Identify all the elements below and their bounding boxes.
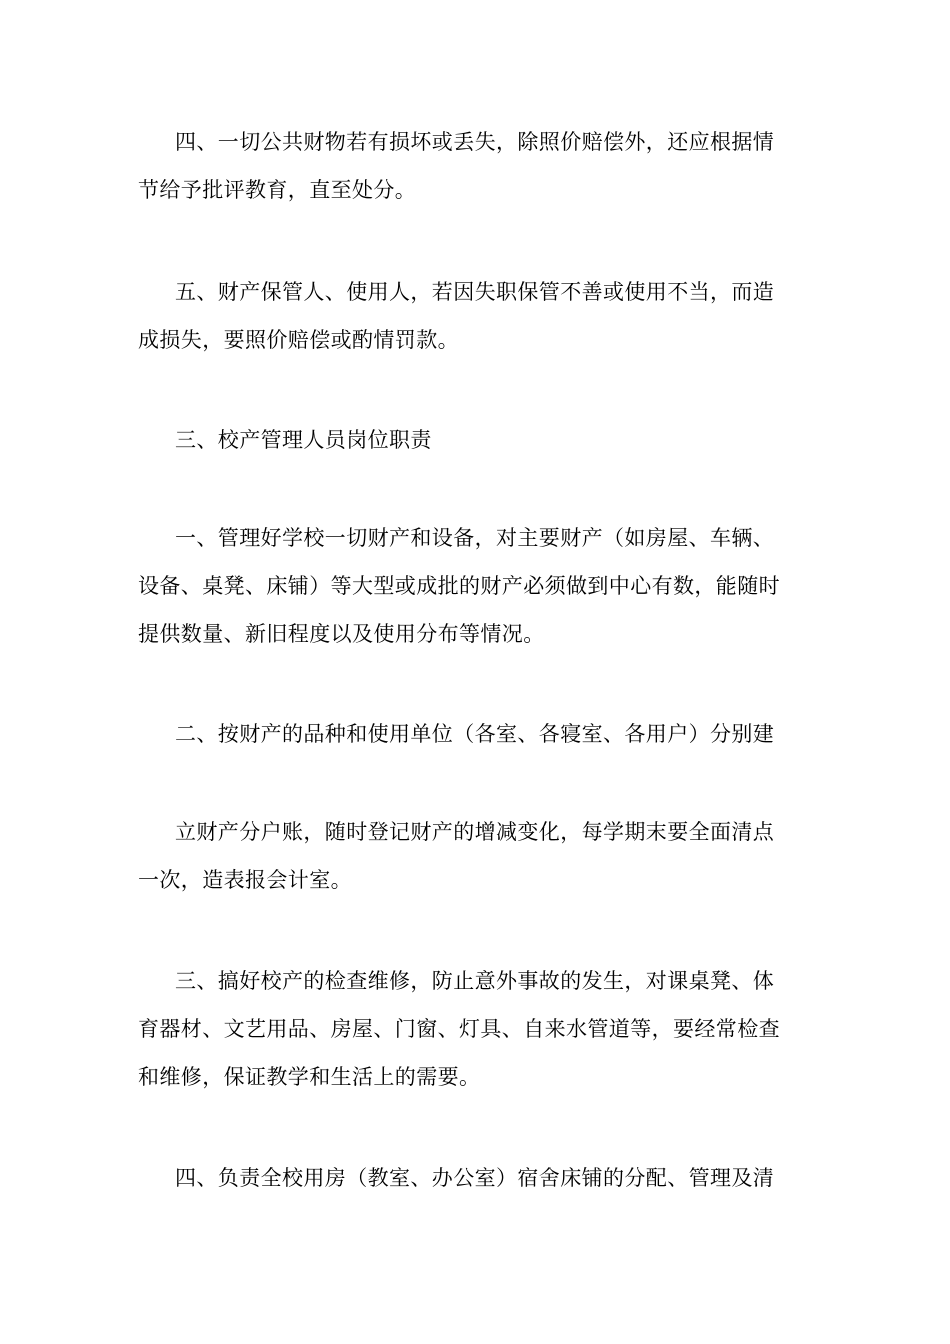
paragraph-line: 育器材、文艺用品、房屋、门窗、灯具、自来水管道等，要经常检查 [138, 1017, 780, 1041]
section-heading-line: 三、校产管理人员岗位职责 [175, 428, 432, 452]
paragraph-line: 提供数量、新旧程度以及使用分布等情况。 [138, 622, 545, 646]
paragraph-line: 一、管理好学校一切财产和设备，对主要财产（如房屋、车辆、 [175, 526, 775, 550]
paragraph-line: 四、一切公共财物若有损坏或丢失，除照价赔偿外，还应根据情 [175, 130, 775, 154]
paragraph-room-allocation [138, 1154, 818, 1202]
paragraph-line: 设备、桌凳、床铺）等大型或成批的财产必须做到中心有数，能随时 [138, 574, 780, 598]
paragraph-line: 四、负责全校用房（教室、办公室）宿舍床铺的分配、管理及清 [175, 1166, 775, 1190]
paragraph-compensation-for-damage [138, 118, 818, 214]
paragraph-ledger-by-category [138, 710, 818, 758]
paragraph-manage-property [138, 514, 818, 658]
paragraph-line: 立财产分户账，随时登记财产的增减变化，每学期末要全面清点 [175, 820, 775, 844]
paragraph-line: 一次，造表报会计室。 [138, 868, 352, 892]
paragraph-line: 成损失，要照价赔偿或酌情罚款。 [138, 328, 459, 352]
paragraph-line: 节给予批评教育，直至处分。 [138, 178, 417, 202]
section-heading-staff-duties [138, 416, 818, 464]
paragraph-custodian-liability [138, 268, 818, 364]
paragraph-line: 二、按财产的品种和使用单位（各室、各寝室、各用户）分别建 [175, 722, 775, 746]
paragraph-line: 和维修，保证教学和生活上的需要。 [138, 1065, 481, 1089]
paragraph-line: 五、财产保管人、使用人，若因失职保管不善或使用不当，而造 [175, 280, 775, 304]
paragraph-inspection-maintenance [138, 957, 818, 1101]
paragraph-ledger-continuation [138, 808, 818, 904]
paragraph-line: 三、搞好校产的检查维修，防止意外事故的发生，对课桌凳、体 [175, 969, 775, 993]
